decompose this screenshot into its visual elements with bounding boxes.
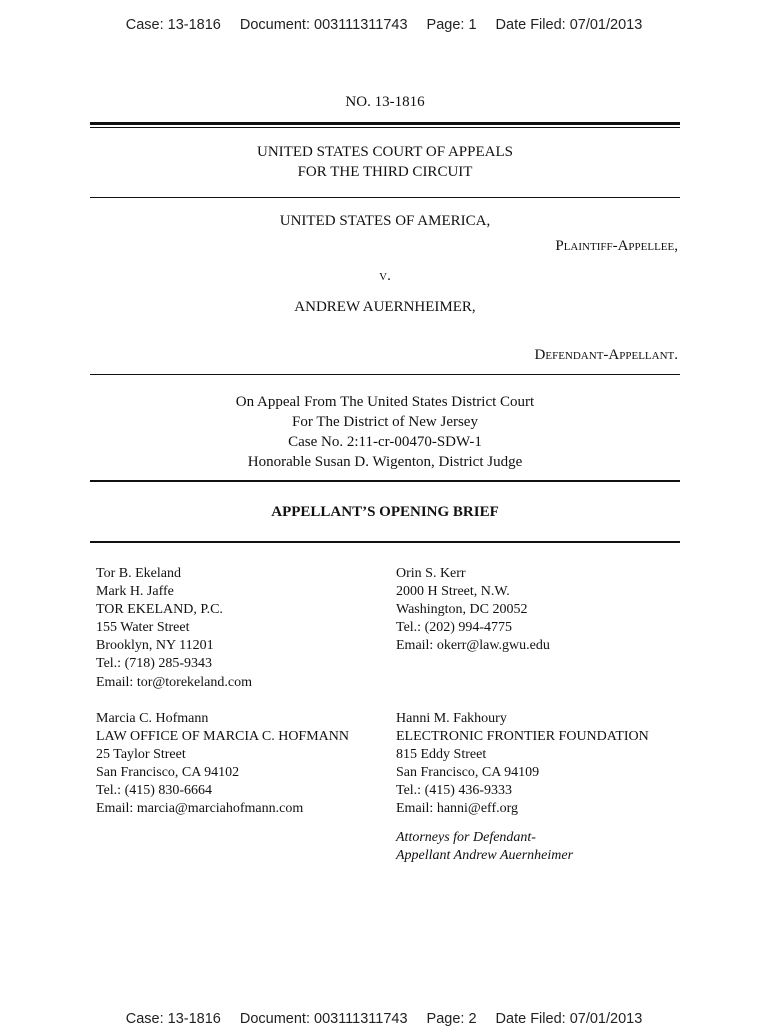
- counsel-name: Mark H. Jaffe: [96, 584, 174, 600]
- court-name: [90, 142, 680, 182]
- counsel-city: Washington, DC 20052: [396, 602, 528, 618]
- appeal-info-line: Case No. 2:11-cr-00470-SDW-1: [288, 434, 482, 450]
- header-document: Document: 003111311743: [239, 1011, 408, 1027]
- counsel-name: Orin S. Kerr: [396, 566, 466, 581]
- attorneys-for-line: Attorneys for Defendant-: [396, 830, 536, 845]
- attorneys-for: [396, 829, 573, 865]
- defendant-name: ANDREW AUERNHEIMER,: [294, 299, 476, 315]
- appeal-info-line: On Appeal From The United States District Court: [235, 394, 535, 410]
- counsel-tel: Tel.: (415) 830-6664: [96, 783, 213, 799]
- counsel-street: 815 Eddy Street: [396, 747, 487, 763]
- divider-rule: [90, 480, 680, 482]
- header-date-filed: Date Filed: 07/01/2013: [495, 17, 643, 33]
- divider-rule: [90, 197, 680, 198]
- filing-header: [0, 17, 768, 33]
- plaintiff-name: UNITED STATES OF AMERICA,: [279, 213, 491, 229]
- counsel-city: Brooklyn, NY 11201: [96, 638, 214, 654]
- attorneys-for-line: Appellant Andrew Auernheimer: [396, 848, 574, 864]
- counsel-email: Email: hanni@eff.org: [396, 801, 519, 817]
- divider-rule: [90, 541, 680, 543]
- counsel-name: Tor B. Ekeland: [96, 566, 181, 581]
- filing-header-next-page: [0, 1011, 768, 1027]
- court-name-line2: FOR THE THIRD CIRCUIT: [297, 164, 473, 180]
- counsel-firm: TOR EKELAND, P.C.: [96, 602, 223, 618]
- counsel-block-kerr: [396, 565, 550, 655]
- counsel-tel: Tel.: (415) 436-9333: [396, 783, 513, 799]
- brief-title: APPELLANT’S OPENING BRIEF: [271, 504, 499, 520]
- counsel-name: Marcia C. Hofmann: [96, 711, 209, 726]
- counsel-city: San Francisco, CA 94102: [96, 765, 240, 781]
- versus: v.: [379, 268, 391, 284]
- counsel-firm: LAW OFFICE OF MARCIA C. HOFMANN: [96, 729, 349, 745]
- double-rule-bottom: [90, 127, 680, 128]
- counsel-block-fakhoury: [396, 710, 649, 819]
- counsel-street: 155 Water Street: [96, 620, 190, 636]
- counsel-street: 25 Taylor Street: [96, 747, 186, 763]
- double-rule-top: [90, 122, 680, 125]
- appeal-info-line: For The District of New Jersey: [292, 414, 478, 430]
- counsel-firm: ELECTRONIC FRONTIER FOUNDATION: [396, 729, 649, 745]
- appeal-info: [90, 392, 680, 472]
- counsel-tel: Tel.: (202) 994-4775: [396, 620, 513, 636]
- counsel-tel: Tel.: (718) 285-9343: [96, 656, 213, 672]
- header-page: Page: 2: [426, 1011, 477, 1027]
- counsel-city: San Francisco, CA 94109: [396, 765, 540, 781]
- docket-number: NO. 13-1816: [345, 94, 425, 110]
- header-date-filed: Date Filed: 07/01/2013: [495, 1011, 643, 1027]
- counsel-block-hofmann: [96, 710, 349, 819]
- counsel-block-ekeland: [96, 565, 252, 692]
- counsel-email: Email: okerr@law.gwu.edu: [396, 638, 550, 654]
- court-name-line1: UNITED STATES COURT OF APPEALS: [257, 144, 513, 160]
- header-document: Document: 003111311743: [239, 17, 408, 33]
- header-case: Case: 13-1816: [125, 17, 221, 33]
- appeal-info-line: Honorable Susan D. Wigenton, District Judge: [247, 454, 523, 470]
- header-page: Page: 1: [426, 17, 477, 33]
- counsel-name: Hanni M. Fakhoury: [396, 711, 507, 726]
- counsel-email: Email: marcia@marciahofmann.com: [96, 801, 304, 817]
- divider-rule: [90, 374, 680, 375]
- header-case: Case: 13-1816: [125, 1011, 221, 1027]
- plaintiff-role: Plaintiff-Appellee,: [555, 238, 678, 254]
- defendant-role: Defendant-Appellant.: [534, 347, 678, 363]
- counsel-street: 2000 H Street, N.W.: [396, 584, 510, 600]
- counsel-email: Email: tor@torekeland.com: [96, 674, 252, 690]
